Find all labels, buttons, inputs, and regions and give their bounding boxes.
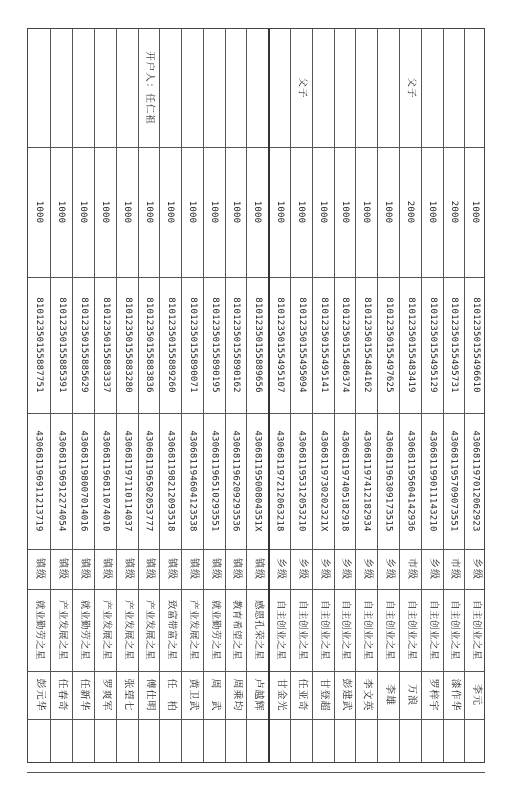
table-row xyxy=(225,29,246,762)
cell-note xyxy=(182,29,203,147)
amount-text: 1000 xyxy=(100,200,111,224)
cell-note xyxy=(400,29,421,147)
level-text: 镇级 xyxy=(56,558,68,580)
name-text: 任新华 xyxy=(78,678,90,712)
cell-project xyxy=(356,589,377,671)
level-text: 乡级 xyxy=(318,558,330,580)
name-text: 卢越辉 xyxy=(252,678,264,712)
table-row xyxy=(159,29,181,762)
id-text: 430681197110114037 xyxy=(122,430,133,532)
cell-name xyxy=(444,671,464,719)
id-text: 430681197412182934 xyxy=(361,430,372,532)
project-text: 自主创业之星 xyxy=(405,599,417,661)
cell-project xyxy=(73,589,94,671)
level-text: 乡级 xyxy=(275,558,286,580)
amount-text: 1000 xyxy=(231,200,242,224)
cell-note xyxy=(270,29,290,147)
id-text: 430681198212093518 xyxy=(165,430,176,532)
cell-project xyxy=(378,589,399,671)
cell-account xyxy=(204,277,225,413)
cell-account xyxy=(247,277,268,413)
id-text: 430681196811074010 xyxy=(100,430,111,532)
cell-amount xyxy=(356,147,377,277)
cell-id xyxy=(51,413,72,549)
cell-name xyxy=(204,671,225,719)
account-text: 81012350155484162 xyxy=(361,297,372,393)
id-text: 430681197012062923 xyxy=(470,430,481,532)
cell-amount xyxy=(226,147,246,277)
cell-account xyxy=(378,277,399,413)
cell-id xyxy=(335,413,355,549)
cell-account xyxy=(400,277,421,413)
cell-account xyxy=(117,277,138,413)
amount-text: 1000 xyxy=(275,200,286,224)
cell-account xyxy=(226,277,246,413)
amount-text: 1000 xyxy=(34,200,45,224)
cell-id xyxy=(313,413,334,549)
level-text: 镇级 xyxy=(34,558,45,580)
cell-note xyxy=(444,29,464,147)
amount-text: 1000 xyxy=(252,200,263,224)
project-text: 自主创业之星 xyxy=(449,599,461,661)
cell-note xyxy=(28,29,50,147)
account-text: 81012350155497625 xyxy=(383,297,394,393)
account-text: 81012350155495094 xyxy=(296,297,307,393)
cell-account xyxy=(335,277,355,413)
cell-level xyxy=(204,549,225,589)
table-row xyxy=(94,29,116,762)
cell-name xyxy=(95,671,116,719)
name-text: 漆作华 xyxy=(449,678,460,712)
table-row xyxy=(464,29,486,762)
cell-note xyxy=(378,29,399,147)
cell-name xyxy=(51,671,72,719)
table-row xyxy=(181,29,203,762)
cell-amount xyxy=(335,147,355,277)
cell-amount xyxy=(182,147,203,277)
page-bottom-rule xyxy=(27,772,485,773)
id-text: 430681195709073551 xyxy=(449,430,460,532)
cell-account xyxy=(160,277,181,413)
account-text: 81012350155495141 xyxy=(318,297,329,393)
amount-text: 1000 xyxy=(78,200,89,224)
cell-note xyxy=(73,29,94,147)
project-text: 自主创业之星 xyxy=(340,599,352,661)
cell-project xyxy=(400,589,421,671)
cell-project xyxy=(204,589,225,671)
cell-level xyxy=(335,549,355,589)
cell-project xyxy=(270,589,290,671)
cell-name xyxy=(182,671,203,719)
project-text: 产业发展之星 xyxy=(56,599,68,661)
account-text: 81012350155495731 xyxy=(449,297,460,393)
cell-amount xyxy=(378,147,399,277)
cell-note xyxy=(204,29,225,147)
cell-note xyxy=(95,29,116,147)
level-text: 乡级 xyxy=(340,558,351,580)
cell-account xyxy=(95,277,116,413)
level-text: 乡级 xyxy=(383,558,395,580)
project-text: 产业发展之星 xyxy=(122,599,134,661)
cell-id xyxy=(422,413,443,549)
name-text: 彭元华 xyxy=(34,678,45,712)
level-text: 市级 xyxy=(449,558,460,580)
cell-amount xyxy=(444,147,464,277)
cell-level xyxy=(139,549,159,589)
level-text: 镇级 xyxy=(165,558,177,580)
cell-account xyxy=(356,277,377,413)
project-text: 自主创业之星 xyxy=(427,599,439,661)
project-text: 产业发展之星 xyxy=(144,599,156,661)
cell-name xyxy=(117,671,138,719)
project-text: 自主创业之星 xyxy=(296,599,308,661)
name-text: 罗梓宇 xyxy=(427,678,439,712)
amount-text: 1000 xyxy=(165,200,176,224)
level-text: 镇级 xyxy=(209,558,221,580)
name-text: 彭建武 xyxy=(340,678,351,712)
cell-amount xyxy=(51,147,72,277)
cell-name xyxy=(356,671,377,719)
cell-note xyxy=(247,29,268,147)
cell-project xyxy=(117,589,138,671)
cell-note xyxy=(313,29,334,147)
amount-text: 2000 xyxy=(449,200,460,224)
account-text: 81012350155890162 xyxy=(231,297,242,393)
id-text: 430681196912274054 xyxy=(56,430,67,532)
cell-project xyxy=(160,589,181,671)
table-row xyxy=(421,29,443,762)
name-text: 周 武 xyxy=(209,678,221,712)
table-row xyxy=(72,29,94,762)
table-row xyxy=(377,29,399,762)
level-text: 乡级 xyxy=(296,558,308,580)
level-text: 乡级 xyxy=(361,558,373,580)
project-text: 产业发展之星 xyxy=(100,599,112,661)
id-text: 430681196309173515 xyxy=(383,430,394,532)
cell-name xyxy=(378,671,399,719)
award-table xyxy=(27,28,485,763)
amount-text: 1000 xyxy=(427,200,438,224)
project-text: 就业勤劳之星 xyxy=(78,599,90,661)
account-text: 81012350155496610 xyxy=(470,297,481,393)
cell-project xyxy=(247,589,268,671)
project-text: 自主创业之星 xyxy=(361,599,373,661)
id-text: 430681197405182918 xyxy=(340,430,351,532)
cell-amount xyxy=(204,147,225,277)
cell-project xyxy=(313,589,334,671)
cell-project xyxy=(139,589,159,671)
cell-name xyxy=(400,671,421,719)
table-row xyxy=(203,29,225,762)
name-text: 任春奇 xyxy=(56,678,68,712)
cell-amount xyxy=(139,147,159,277)
cell-id xyxy=(378,413,399,549)
level-text: 镇级 xyxy=(122,558,134,580)
cell-level xyxy=(291,549,312,589)
cell-account xyxy=(465,277,486,413)
id-text: 430681196502053777 xyxy=(144,430,155,532)
cell-level xyxy=(117,549,138,589)
cell-amount xyxy=(28,147,50,277)
cell-level xyxy=(356,549,377,589)
cell-name xyxy=(139,671,159,719)
amount-text: 1000 xyxy=(383,200,394,224)
cell-id xyxy=(182,413,203,549)
project-text: 就业勤劳之星 xyxy=(209,599,221,661)
table-row xyxy=(290,29,312,762)
cell-id xyxy=(139,413,159,549)
cell-project xyxy=(422,589,443,671)
id-text: 430681196911213719 xyxy=(34,430,45,532)
table-row xyxy=(138,29,159,762)
name-text: 李文英 xyxy=(361,678,373,712)
level-text: 镇级 xyxy=(231,558,242,580)
cell-id xyxy=(400,413,421,549)
cell-id xyxy=(247,413,268,549)
note-text: 父子 xyxy=(405,77,417,99)
note-text: 父子 xyxy=(296,77,308,99)
cell-id xyxy=(356,413,377,549)
cell-id xyxy=(73,413,94,549)
id-text: 430681196510293551 xyxy=(209,430,220,532)
cell-level xyxy=(313,549,334,589)
cell-level xyxy=(422,549,443,589)
id-text: 430681199011143210 xyxy=(427,430,438,532)
amount-text: 1000 xyxy=(56,200,67,224)
cell-name xyxy=(226,671,246,719)
cell-level xyxy=(182,549,203,589)
cell-account xyxy=(182,277,203,413)
cell-level xyxy=(444,549,464,589)
cell-id xyxy=(160,413,181,549)
amount-text: 1000 xyxy=(187,200,198,224)
cell-project xyxy=(28,589,50,671)
table-row xyxy=(50,29,72,762)
cell-id xyxy=(291,413,312,549)
name-text: 万浪 xyxy=(405,684,417,706)
account-text: 81012350155885391 xyxy=(56,297,67,393)
cell-name xyxy=(73,671,94,719)
project-text: 致富带富之星 xyxy=(165,599,177,661)
amount-text: 1000 xyxy=(470,200,481,224)
cell-amount xyxy=(95,147,116,277)
cell-account xyxy=(28,277,50,413)
cell-level xyxy=(73,549,94,589)
id-text: 430681195312053210 xyxy=(296,430,307,532)
amount-text: 2000 xyxy=(405,200,416,224)
cell-note xyxy=(291,29,312,147)
name-text: 甘登超 xyxy=(318,678,330,712)
cell-amount xyxy=(400,147,421,277)
cell-id xyxy=(95,413,116,549)
name-text: 任亚奇 xyxy=(296,678,308,712)
account-text: 81012350155883280 xyxy=(122,297,133,393)
level-text: 镇级 xyxy=(252,558,264,580)
cell-id xyxy=(117,413,138,549)
project-text: 自主创业之星 xyxy=(318,599,330,661)
id-text: 430681198007014016 xyxy=(78,430,89,532)
table-row xyxy=(312,29,334,762)
table-row xyxy=(28,29,50,762)
cell-level xyxy=(400,549,421,589)
cell-note xyxy=(117,29,138,147)
name-text: 傅仕明 xyxy=(144,678,155,712)
account-text: 81012350155890071 xyxy=(187,297,198,393)
cell-account xyxy=(139,277,159,413)
cell-level xyxy=(226,549,246,589)
note-text: 开户人：任仁祖 xyxy=(144,51,156,125)
cell-project xyxy=(51,589,72,671)
cell-account xyxy=(73,277,94,413)
cell-name xyxy=(270,671,290,719)
table-row xyxy=(116,29,138,762)
level-text: 市级 xyxy=(405,558,417,580)
account-text: 81012350155885629 xyxy=(78,297,89,393)
cell-account xyxy=(270,277,290,413)
account-text: 81012350155889656 xyxy=(252,297,263,393)
cell-id xyxy=(204,413,225,549)
cell-name xyxy=(465,671,486,719)
level-text: 镇级 xyxy=(100,558,112,580)
cell-name xyxy=(335,671,355,719)
project-text: 产业发展之星 xyxy=(187,599,199,661)
cell-account xyxy=(422,277,443,413)
cell-note xyxy=(160,29,181,147)
cell-level xyxy=(95,549,116,589)
cell-name xyxy=(160,671,181,719)
level-text: 乡级 xyxy=(427,558,439,580)
cell-name xyxy=(247,671,268,719)
cell-project xyxy=(182,589,203,671)
table-row xyxy=(246,29,268,762)
account-text: 81012350155889260 xyxy=(165,297,176,393)
cell-project xyxy=(335,589,355,671)
name-text: 李雄 xyxy=(383,684,395,706)
cell-project xyxy=(291,589,312,671)
amount-text: 1000 xyxy=(340,200,351,224)
cell-note xyxy=(139,29,159,147)
amount-text: 1000 xyxy=(296,200,307,224)
level-text: 镇级 xyxy=(144,558,155,580)
cell-id xyxy=(270,413,290,549)
name-text: 罗爽军 xyxy=(100,678,112,712)
id-text: 43068119730202321X xyxy=(318,430,329,532)
project-text: 自主创业之星 xyxy=(383,599,395,661)
name-text: 甘金光 xyxy=(275,678,286,712)
cell-id xyxy=(28,413,50,549)
table-row xyxy=(355,29,377,762)
level-text: 镇级 xyxy=(187,558,199,580)
level-text: 乡级 xyxy=(470,558,482,580)
account-text: 81012350155883337 xyxy=(100,297,111,393)
table-row xyxy=(443,29,464,762)
cell-id xyxy=(226,413,246,549)
account-text: 81012350155890195 xyxy=(209,297,220,393)
cell-note xyxy=(465,29,486,147)
cell-note xyxy=(356,29,377,147)
name-text: 张望七 xyxy=(122,678,134,712)
level-text: 镇级 xyxy=(78,558,90,580)
id-text: 430681197212063218 xyxy=(275,430,286,532)
cell-note xyxy=(422,29,443,147)
cell-id xyxy=(444,413,464,549)
account-text: 81012350155483419 xyxy=(405,297,416,393)
cell-name xyxy=(422,671,443,719)
cell-account xyxy=(51,277,72,413)
cell-project xyxy=(226,589,246,671)
cell-level xyxy=(247,549,268,589)
cell-level xyxy=(465,549,486,589)
cell-name xyxy=(28,671,50,719)
cell-level xyxy=(378,549,399,589)
cell-note xyxy=(226,29,246,147)
cell-account xyxy=(444,277,464,413)
cell-amount xyxy=(270,147,290,277)
amount-text: 1000 xyxy=(144,200,155,224)
account-text: 81012350155495107 xyxy=(275,297,286,393)
id-text: 430681194604123538 xyxy=(187,430,198,532)
cell-note xyxy=(335,29,355,147)
cell-project xyxy=(465,589,486,671)
name-text: 周乘均 xyxy=(231,678,242,712)
cell-level xyxy=(270,549,290,589)
cell-level xyxy=(160,549,181,589)
project-text: 教育希望之星 xyxy=(231,599,243,661)
amount-text: 1000 xyxy=(318,200,329,224)
cell-project xyxy=(95,589,116,671)
cell-project xyxy=(444,589,464,671)
cell-amount xyxy=(422,147,443,277)
project-text: 自主创业之星 xyxy=(470,599,482,661)
id-text: 430681195604142936 xyxy=(405,430,416,532)
cell-amount xyxy=(247,147,268,277)
cell-id xyxy=(465,413,486,549)
cell-amount xyxy=(291,147,312,277)
table-row xyxy=(334,29,355,762)
amount-text: 1000 xyxy=(209,200,220,224)
account-text: 81012350155883836 xyxy=(144,297,155,393)
name-text: 黄卫武 xyxy=(187,678,199,712)
project-text: 感恩孔荣之星 xyxy=(252,599,264,661)
cell-name xyxy=(291,671,312,719)
name-text: 李元 xyxy=(470,684,482,706)
project-text: 自主创业之星 xyxy=(275,599,287,661)
amount-text: 1000 xyxy=(122,200,133,224)
cell-level xyxy=(51,549,72,589)
account-text: 81012350155495129 xyxy=(427,297,438,393)
account-text: 81012350155887751 xyxy=(34,297,45,393)
cell-account xyxy=(313,277,334,413)
account-text: 81012350155486374 xyxy=(340,297,351,393)
cell-account xyxy=(291,277,312,413)
id-text: 43068119500804351X xyxy=(252,430,263,532)
id-text: 430681196209293536 xyxy=(231,430,242,532)
cell-amount xyxy=(160,147,181,277)
cell-amount xyxy=(73,147,94,277)
cell-level xyxy=(28,549,50,589)
amount-text: 1000 xyxy=(361,200,372,224)
cell-amount xyxy=(465,147,486,277)
name-text: 任 柏 xyxy=(165,678,177,712)
project-text: 就业勤劳之星 xyxy=(34,599,46,661)
cell-name xyxy=(313,671,334,719)
cell-note xyxy=(51,29,72,147)
table-row xyxy=(399,29,421,762)
cell-amount xyxy=(117,147,138,277)
table-row xyxy=(268,29,290,762)
cell-amount xyxy=(313,147,334,277)
